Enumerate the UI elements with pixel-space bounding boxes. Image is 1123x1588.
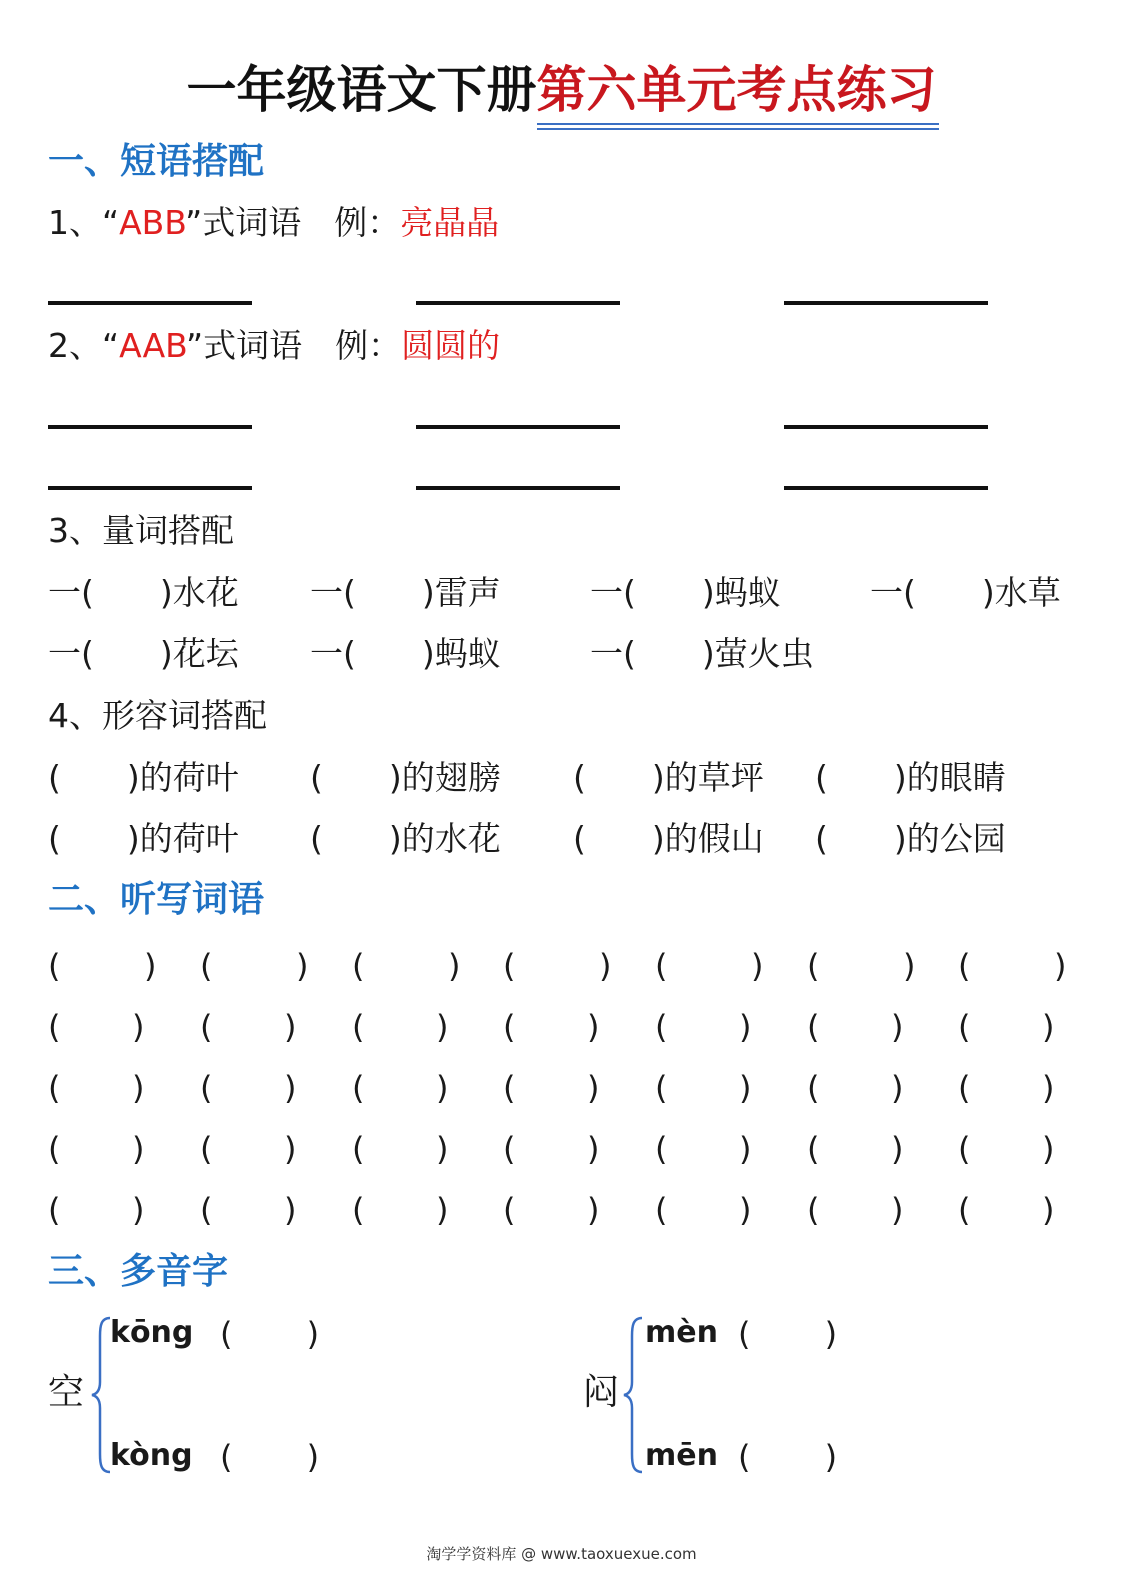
answer-paren-open[interactable]: (: [655, 1130, 668, 1168]
section2-heading: 二、听写词语: [48, 879, 265, 920]
pinyin-label: mēn: [645, 1438, 718, 1473]
answer-paren-close: ): [1042, 1008, 1055, 1046]
brace-icon: [622, 1316, 646, 1474]
q1-example: 亮晶晶: [400, 203, 500, 242]
title-part2: 第六单元考点练习: [537, 58, 937, 122]
answer-paren-open[interactable]: (: [352, 1191, 365, 1229]
answer-paren-close: ): [144, 947, 157, 985]
answer-paren-close: ): [891, 1069, 904, 1107]
answer-paren-close: ): [891, 1191, 904, 1229]
section3-heading: 三、多音字: [48, 1251, 229, 1292]
answer-paren-open[interactable]: (: [48, 1008, 61, 1046]
q4-heading: 4、形容词搭配: [48, 696, 267, 735]
measure-item: 一( )水花: [48, 573, 239, 612]
answer-paren-open[interactable]: (: [655, 1191, 668, 1229]
answer-paren-close: ): [587, 1191, 600, 1229]
answer-paren-open[interactable]: (: [958, 1008, 971, 1046]
adjective-item: ( )的荷叶: [48, 819, 239, 858]
answer-paren-close: ): [436, 1069, 449, 1107]
answer-paren-close: ): [751, 947, 764, 985]
pinyin-label: mèn: [645, 1315, 718, 1350]
answer-blank[interactable]: [416, 486, 620, 490]
answer-paren[interactable]: ( ): [220, 1438, 320, 1476]
answer-paren-open[interactable]: (: [807, 1069, 820, 1107]
q1-line: 1、“ABB”式词语 例：亮晶晶: [48, 203, 500, 242]
answer-blank[interactable]: [48, 425, 252, 429]
answer-paren-close: ): [739, 1008, 752, 1046]
answer-paren-open[interactable]: (: [503, 1008, 516, 1046]
adjective-item: ( )的公园: [815, 819, 1006, 858]
answer-paren[interactable]: ( ): [738, 1315, 838, 1353]
answer-paren-open[interactable]: (: [958, 1069, 971, 1107]
answer-blank[interactable]: [784, 486, 988, 490]
answer-blank[interactable]: [416, 425, 620, 429]
answer-paren-close: ): [284, 1191, 297, 1229]
answer-blank[interactable]: [784, 425, 988, 429]
q1-pattern: ABB: [119, 203, 186, 242]
measure-item: 一( )蚂蚁: [310, 634, 501, 673]
adjective-item: ( )的翅膀: [310, 758, 501, 797]
answer-paren[interactable]: ( ): [738, 1438, 838, 1476]
adjective-item: ( )的荷叶: [48, 758, 239, 797]
q2-example: 圆圆的: [401, 326, 501, 365]
answer-paren-open[interactable]: (: [200, 1130, 213, 1168]
measure-item: 一( )雷声: [310, 573, 501, 612]
answer-paren-close: ): [739, 1069, 752, 1107]
answer-blank[interactable]: [416, 301, 620, 305]
adjective-item: ( )的草坪: [573, 758, 764, 797]
answer-paren-open[interactable]: (: [655, 1069, 668, 1107]
answer-paren-open[interactable]: (: [200, 947, 213, 985]
answer-paren-close: ): [1054, 947, 1067, 985]
pinyin-label: kòng: [110, 1438, 193, 1473]
answer-paren-open[interactable]: (: [807, 947, 820, 985]
polyphone-char: 闷: [583, 1372, 620, 1413]
answer-paren-open[interactable]: (: [503, 947, 516, 985]
answer-paren-close: ): [739, 1191, 752, 1229]
answer-paren-open[interactable]: (: [503, 1130, 516, 1168]
answer-paren-open[interactable]: (: [807, 1130, 820, 1168]
answer-blank[interactable]: [48, 486, 252, 490]
answer-paren-open[interactable]: (: [200, 1069, 213, 1107]
answer-paren-open[interactable]: (: [48, 947, 61, 985]
answer-paren-open[interactable]: (: [48, 1191, 61, 1229]
adjective-item: ( )的眼睛: [815, 758, 1006, 797]
page-title: [0, 58, 1123, 122]
answer-paren-close: ): [284, 1130, 297, 1168]
answer-paren-close: ): [587, 1130, 600, 1168]
measure-item: 一( )水草: [870, 573, 1061, 612]
answer-paren-close: ): [587, 1069, 600, 1107]
answer-paren-close: ): [132, 1069, 145, 1107]
answer-paren-close: ): [436, 1130, 449, 1168]
measure-item: 一( )萤火虫: [590, 634, 814, 673]
answer-paren-close: ): [436, 1191, 449, 1229]
pinyin-label: kōng: [110, 1315, 194, 1350]
answer-paren-open[interactable]: (: [200, 1191, 213, 1229]
answer-paren-close: ): [903, 947, 916, 985]
answer-paren-open[interactable]: (: [503, 1191, 516, 1229]
answer-paren-open[interactable]: (: [352, 1069, 365, 1107]
polyphone-char: 空: [48, 1372, 85, 1413]
answer-paren-close: ): [1042, 1069, 1055, 1107]
answer-paren-close: ): [436, 1008, 449, 1046]
section1-heading: 一、短语搭配: [48, 141, 265, 182]
answer-paren-close: ): [1042, 1130, 1055, 1168]
answer-paren-open[interactable]: (: [200, 1008, 213, 1046]
answer-blank[interactable]: [784, 301, 988, 305]
q3-heading: 3、量词搭配: [48, 511, 234, 550]
answer-paren-close: ): [132, 1130, 145, 1168]
answer-paren-close: ): [739, 1130, 752, 1168]
answer-paren-close: ): [132, 1191, 145, 1229]
answer-paren-close: ): [587, 1008, 600, 1046]
answer-paren-open[interactable]: (: [352, 947, 365, 985]
answer-paren-close: ): [284, 1069, 297, 1107]
answer-paren-close: ): [891, 1008, 904, 1046]
answer-paren-open[interactable]: (: [807, 1008, 820, 1046]
q2-pattern: AAB: [119, 326, 186, 365]
answer-paren-open[interactable]: (: [503, 1069, 516, 1107]
answer-paren-open[interactable]: (: [48, 1069, 61, 1107]
adjective-item: ( )的假山: [573, 819, 764, 858]
answer-blank[interactable]: [48, 301, 252, 305]
answer-paren-close: ): [891, 1130, 904, 1168]
title-part1: 一年级语文下册: [186, 61, 537, 119]
measure-item: 一( )蚂蚁: [590, 573, 781, 612]
answer-paren-close: ): [1042, 1191, 1055, 1229]
answer-paren-open[interactable]: (: [958, 1130, 971, 1168]
answer-paren-open[interactable]: (: [352, 1130, 365, 1168]
answer-paren-open[interactable]: (: [655, 947, 668, 985]
footer-watermark: 淘学学资料库 @ www.taoxuexue.com: [426, 1545, 697, 1563]
answer-paren[interactable]: ( ): [220, 1315, 320, 1353]
adjective-item: ( )的水花: [310, 819, 501, 858]
answer-paren-close: ): [599, 947, 612, 985]
measure-item: 一( )花坛: [48, 634, 239, 673]
answer-paren-close: ): [296, 947, 309, 985]
answer-paren-open[interactable]: (: [655, 1008, 668, 1046]
answer-paren-open[interactable]: (: [958, 947, 971, 985]
q2-line: 2、“AAB”式词语 例：圆圆的: [48, 326, 501, 365]
answer-paren-close: ): [448, 947, 461, 985]
answer-paren-open[interactable]: (: [48, 1130, 61, 1168]
answer-paren-open[interactable]: (: [958, 1191, 971, 1229]
answer-paren-open[interactable]: (: [807, 1191, 820, 1229]
answer-paren-close: ): [132, 1008, 145, 1046]
answer-paren-close: ): [284, 1008, 297, 1046]
answer-paren-open[interactable]: (: [352, 1008, 365, 1046]
